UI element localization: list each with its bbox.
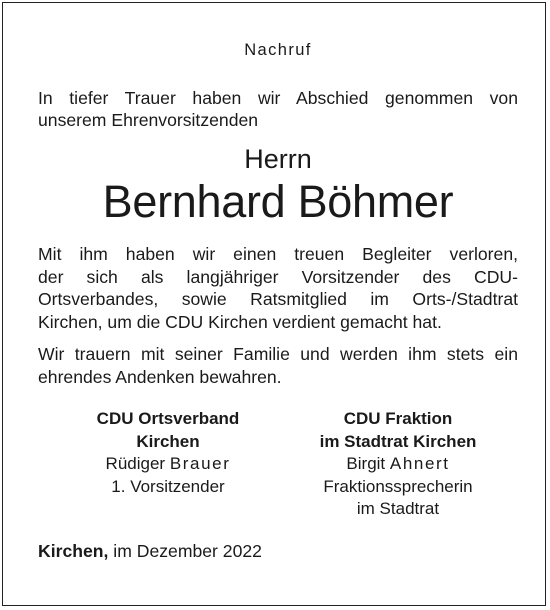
signatory-last-name: Ahnert (389, 454, 450, 473)
deceased-name: Bernhard Böhmer (102, 176, 454, 227)
closing-date: im Dezember 2022 (113, 541, 262, 561)
tribute-paragraph (38, 243, 518, 333)
signatory-org: Kirchen (136, 431, 200, 451)
signatory-role: 1. Vorsitzender (111, 476, 225, 496)
paragraph-line: ehrendes Andenken bewahren. (38, 366, 282, 387)
signatory-org: CDU Ortsverband (96, 409, 240, 428)
signatory-first-name: Birgit (346, 454, 386, 473)
signatory-person (288, 453, 508, 476)
signatory-role: im Stadtrat (356, 499, 440, 518)
paragraph-line: der sich als langjähriger Vorsitzender des CDU- (38, 266, 518, 287)
notice-heading: Nachruf (244, 41, 312, 59)
paragraph-line: Wir trauern mit seiner Familie und werden ihm stets ein (38, 344, 518, 364)
signatory-fraktion (288, 408, 508, 521)
signatory-ortsverband (58, 408, 278, 498)
signatory-org: CDU Fraktion (343, 409, 453, 428)
mourning-paragraph (38, 343, 518, 388)
intro-line: In tiefer Trauer haben wir Abschied genommen von (38, 88, 518, 108)
obituary-notice (2, 2, 546, 606)
signatory-org: im Stadtrat Kirchen (319, 431, 477, 451)
paragraph-line: Ortsverbandes, sowie Ratsmitglied im Orts-/Stadtrat (38, 289, 518, 309)
paragraph-line: Kirchen, um die CDU Kirchen verdient gemacht hat. (38, 311, 442, 332)
intro-text (38, 87, 518, 131)
signatory-last-name: Brauer (169, 454, 231, 473)
salutation: Herrn (244, 144, 312, 174)
signatory-role: Fraktionssprecherin (323, 476, 473, 496)
closing-line (38, 541, 518, 562)
signatory-first-name: Rüdiger (105, 454, 166, 473)
closing-place: Kirchen, (38, 541, 109, 561)
intro-line: unserem Ehrenvorsitzenden (38, 110, 259, 130)
signatory-person (58, 453, 278, 476)
paragraph-line: Mit ihm haben wir einen treuen Begleiter verloren, (38, 244, 518, 264)
